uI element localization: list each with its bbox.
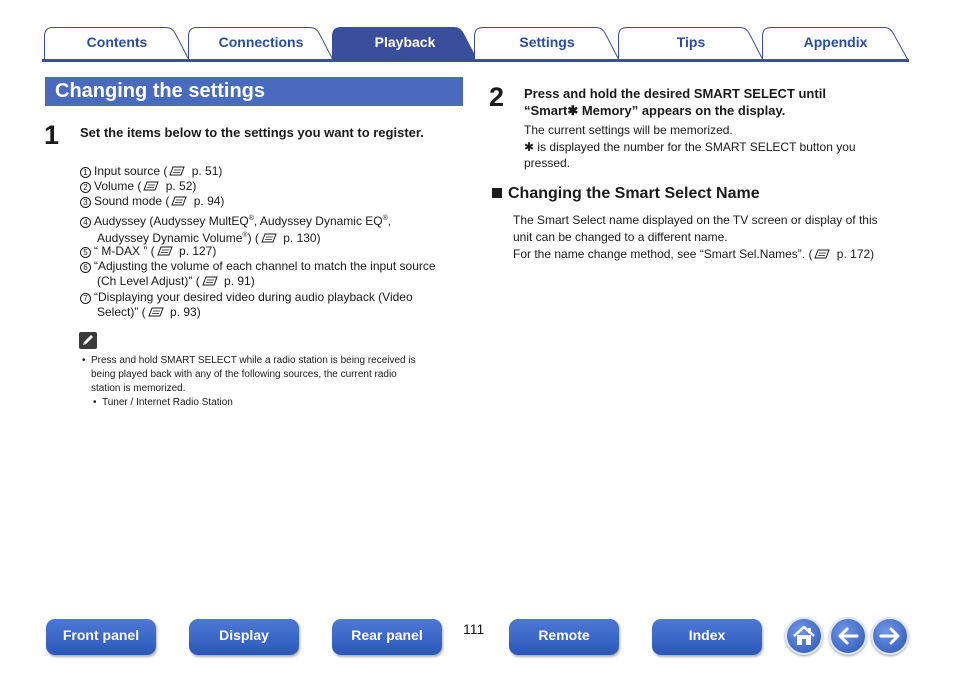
- item-page-ref[interactable]: p. 130): [279, 231, 321, 245]
- page-reference-icon: [143, 181, 160, 191]
- item-text: Input source (: [94, 164, 168, 178]
- page-number: 111: [463, 621, 485, 637]
- item-page-ref[interactable]: p. 94): [190, 194, 225, 208]
- front-panel-label: Front panel: [62, 627, 140, 643]
- note-text: [91, 354, 466, 396]
- section-page-ref[interactable]: p. 172): [833, 247, 875, 261]
- circled-number: 3: [80, 197, 91, 208]
- page-reference-icon: [814, 249, 831, 259]
- step-2-body: [524, 122, 904, 172]
- note-bullet: •: [82, 355, 86, 366]
- item-text: Audyssey Dynamic Volume: [97, 231, 243, 245]
- section-heading-text: Changing the Smart Select Name: [508, 185, 760, 202]
- home-button[interactable]: [785, 617, 823, 655]
- note-sub-bullet: •: [93, 397, 97, 408]
- circled-number: 1: [80, 167, 91, 178]
- list-item: [80, 164, 222, 179]
- item-page-ref[interactable]: p. 51): [188, 164, 223, 178]
- circled-number: 6: [80, 262, 91, 273]
- tab-settings[interactable]: [474, 27, 620, 60]
- circled-number: 5: [80, 247, 91, 258]
- page-reference-icon: [169, 166, 186, 176]
- item-text: Select)” (: [97, 305, 146, 319]
- circled-number: 2: [80, 182, 91, 193]
- note-line: being played back with any of the following sources, the current radio: [91, 369, 397, 380]
- item-text: , Audyssey Dynamic EQ: [253, 214, 383, 228]
- tab-label: Appendix: [803, 34, 868, 50]
- item-text: “Adjusting the volume of each channel to match the input source: [94, 259, 436, 273]
- front-panel-button[interactable]: [46, 619, 156, 655]
- tab-label: Connections: [218, 34, 304, 50]
- display-label: Display: [219, 627, 269, 643]
- remote-label: Remote: [538, 627, 590, 643]
- tab-connections[interactable]: [188, 27, 334, 60]
- page-title-bar: [45, 77, 463, 106]
- tab-label: Playback: [374, 34, 436, 50]
- item-text: Sound mode (: [94, 194, 170, 208]
- section-heading: [492, 185, 760, 203]
- item-page-ref[interactable]: p. 93): [166, 305, 201, 319]
- step-2-body-line: The current settings will be memorized.: [524, 123, 733, 137]
- item-text: Volume (: [94, 179, 142, 193]
- item-page-ref[interactable]: p. 127): [175, 244, 217, 258]
- forward-button[interactable]: [871, 617, 909, 655]
- step-2-heading: [524, 85, 904, 119]
- tab-tips[interactable]: [618, 27, 764, 60]
- home-icon: [792, 624, 816, 648]
- list-item-continuation: [97, 305, 201, 320]
- page-reference-icon: [157, 246, 174, 256]
- step-2-number: 2: [489, 82, 505, 112]
- item-text: ,: [387, 214, 392, 228]
- list-item: [80, 244, 216, 259]
- registered-mark: ®: [242, 232, 248, 239]
- item-text: “ M-DAX ” (: [94, 244, 155, 258]
- back-button[interactable]: [829, 617, 867, 655]
- step-2-heading-line: “Smart✱ Memory” appears on the display.: [524, 103, 786, 118]
- page-reference-icon: [261, 233, 278, 243]
- step-2-heading-line: Press and hold the desired SMART SELECT until: [524, 86, 826, 101]
- remote-button[interactable]: [509, 619, 619, 655]
- list-item: [80, 179, 196, 194]
- tab-label: Contents: [86, 34, 148, 50]
- registered-mark: ®: [382, 215, 388, 222]
- list-item: [80, 211, 391, 229]
- note-line: station is memorized.: [91, 383, 186, 394]
- note-line: Press and hold SMART SELECT while a radio station is being received is: [91, 355, 416, 366]
- section-body-line: unit can be changed to a different name.: [513, 229, 728, 244]
- tab-underline: [42, 59, 909, 62]
- list-item: [80, 259, 436, 274]
- page-title: Changing the settings: [55, 80, 265, 102]
- display-button[interactable]: [189, 619, 299, 655]
- tab-playback[interactable]: [332, 27, 478, 60]
- tab-contents[interactable]: [44, 27, 190, 60]
- item-page-ref[interactable]: p. 52): [162, 179, 197, 193]
- section-body-line: [513, 246, 908, 263]
- page-reference-icon: [171, 196, 188, 206]
- section-body: [513, 212, 908, 263]
- step-2-body-line: pressed.: [524, 156, 571, 170]
- section-body-text: For the name change method, see “Smart Sel.Names”. (: [513, 247, 813, 261]
- tab-appendix[interactable]: [762, 27, 909, 60]
- item-text: “Displaying your desired video during audio playback (Video: [94, 290, 413, 304]
- step-1-heading: Set the items below to the settings you want to register.: [80, 125, 424, 140]
- tab-label: Tips: [676, 34, 706, 50]
- circled-number: 7: [80, 293, 91, 304]
- item-text: ) (: [247, 231, 259, 245]
- item-text: (Ch Level Adjust)” (: [97, 274, 200, 288]
- registered-mark: ®: [248, 215, 254, 222]
- pencil-icon: [79, 332, 97, 349]
- page-reference-icon: [202, 276, 219, 286]
- list-item: [80, 290, 413, 305]
- arrow-right-icon: [878, 624, 902, 648]
- list-item: [80, 194, 224, 209]
- circled-number: 4: [80, 217, 91, 228]
- section-body-line: The Smart Select name displayed on the TV screen or display of this: [513, 213, 878, 227]
- rear-panel-label: Rear panel: [351, 627, 423, 643]
- step-2-body-line: ✱ is displayed the number for the SMART SELECT button you: [524, 139, 856, 154]
- item-text: Audyssey (Audyssey MultEQ: [94, 214, 249, 228]
- arrow-left-icon: [836, 624, 860, 648]
- step-1-number: 1: [44, 120, 60, 150]
- tab-label: Settings: [519, 34, 575, 50]
- square-bullet-icon: [492, 188, 502, 198]
- page-reference-icon: [148, 307, 165, 317]
- tab-bar: [42, 27, 910, 61]
- item-page-ref[interactable]: p. 91): [220, 274, 255, 288]
- rear-panel-button[interactable]: [332, 619, 442, 655]
- index-label: Index: [688, 627, 726, 643]
- list-item-continuation: [97, 274, 255, 289]
- note-sub-item: Tuner / Internet Radio Station: [102, 397, 233, 408]
- index-button[interactable]: [652, 619, 762, 655]
